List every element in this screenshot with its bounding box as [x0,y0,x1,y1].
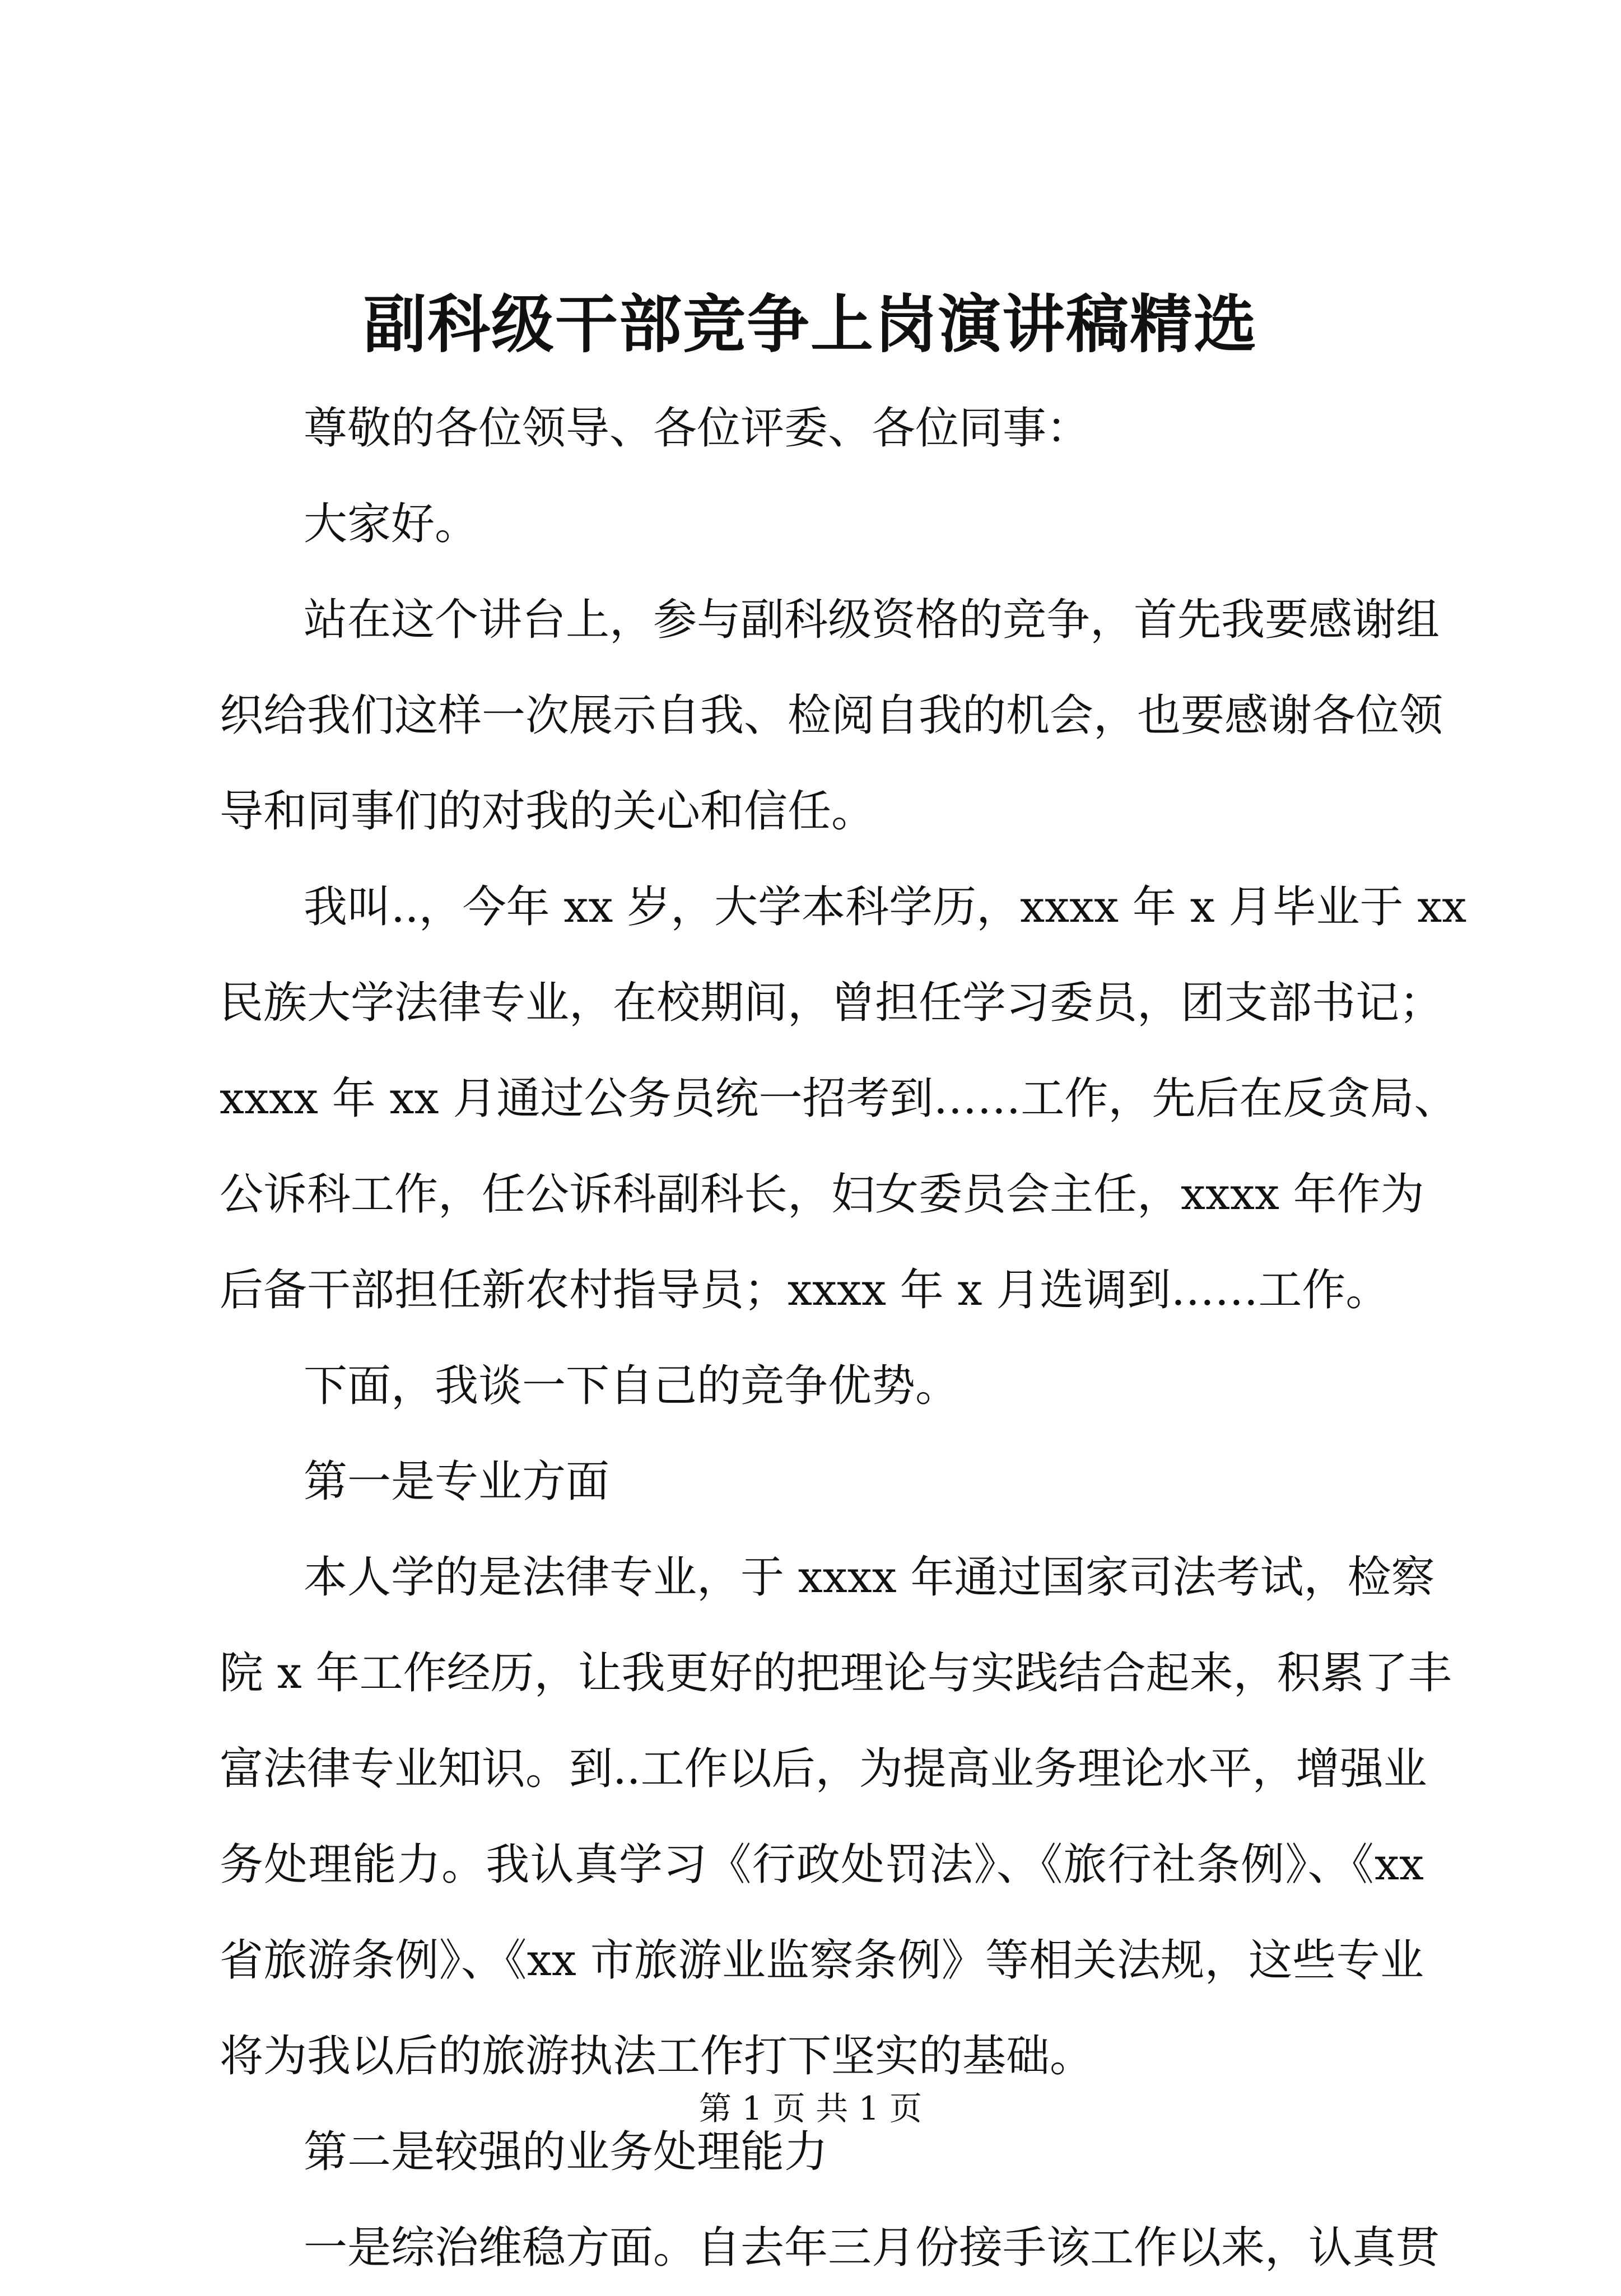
body-line: 站在这个讲台上，参与副科级资格的竞争，首先我要感谢组 [304,595,1440,645]
body-line: 将为我以后的旅游执法工作打下坚实的基础。 [220,2031,1094,2082]
document-title: 副科级干部竞争上岗演讲稿精选 [364,288,1257,361]
body-line: xxxx 年 xx 月通过公务员统一招考到……工作，先后在反贪局、 [220,1074,1458,1124]
body-line: 大家好。 [304,499,479,549]
page-footer: 第 1 页 共 1 页 [699,2089,922,2127]
body-line: 务处理能力。我认真学习《行政处罚法》、《旅行社条例》、《xx [220,1840,1424,1890]
body-line: 我叫..，今年 xx 岁，大学本科学历，xxxx 年 x 月毕业于 xx [304,882,1467,932]
body-line: 富法律专业知识。到..工作以后，为提高业务理论水平，增强业 [220,1744,1427,1794]
body-line: 织给我们这样一次展示自我、检阅自我的机会，也要感谢各位领 [220,690,1443,741]
document-body [220,381,1467,2296]
body-line: 民族大学法律专业，在校期间，曾担任学习委员，团支部书记； [220,978,1443,1028]
body-line: 院 x 年工作经历，让我更好的把理论与实践结合起来，积累了丰 [220,1648,1452,1698]
body-line: 公诉科工作，任公诉科副科长，妇女委员会主任，xxxx 年作为 [220,1169,1424,1220]
body-line: 导和同事们的对我的关心和信任。 [220,786,875,837]
body-line: 一是综治维稳方面。自去年三月份接手该工作以来，认真贯 [304,2223,1440,2273]
body-line: 下面，我谈一下自己的竞争优势。 [304,1361,959,1411]
body-line: 省旅游条例》、《xx 市旅游业监察条例》等相关法规，这些专业 [220,1935,1424,1986]
body-line: 后备干部担任新农村指导员；xxxx 年 x 月选调到……工作。 [220,1265,1390,1315]
body-line: 本人学的是法律专业，于 xxxx 年通过国家司法考试，检察 [304,1552,1435,1603]
body-line: 尊敬的各位领导、各位评委、各位同事： [304,403,1091,454]
body-line: 第一是专业方面 [304,1457,610,1507]
body-line: 第二是较强的业务处理能力 [304,2127,828,2177]
